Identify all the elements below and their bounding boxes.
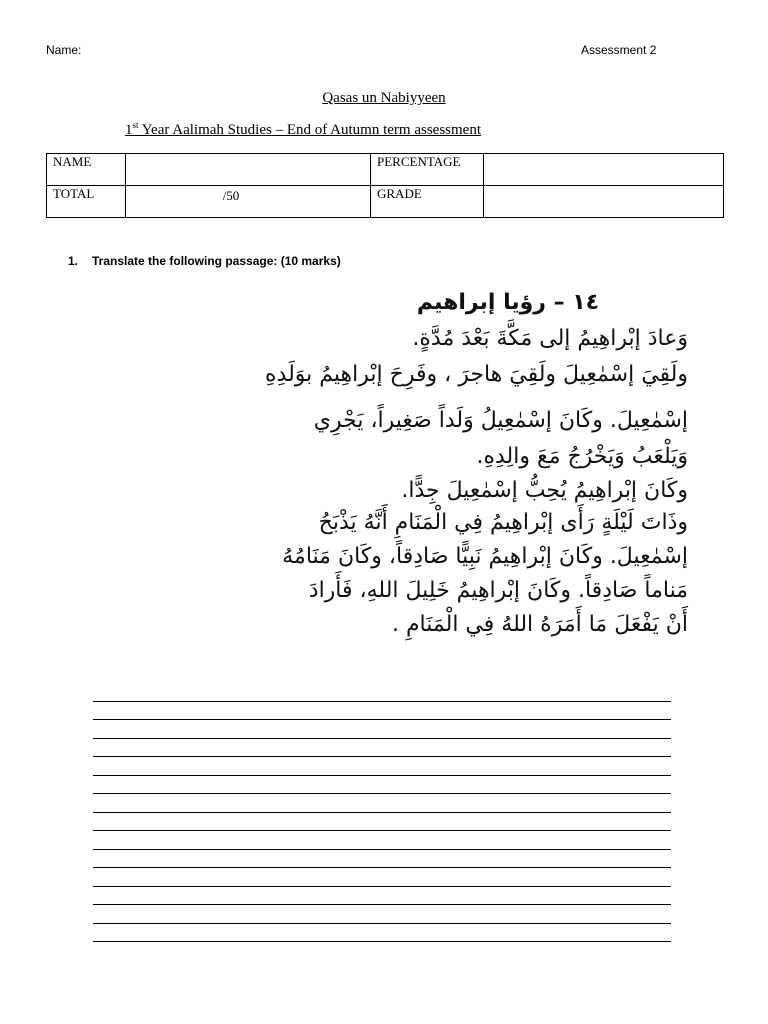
name-value-field[interactable] [126,154,371,186]
year-suffix: st [132,120,139,130]
subtitle-rest: Year Aalimah Studies – End of Autumn term assessment [138,122,481,138]
passage-line: إسْمٰعِيلَ. وكَانَ إبْراهِيمُ نَبِيًّا صَادِقاً، وكَانَ مَنَامُهُ [282,544,688,569]
passage-line: ولَقِيَ إسْمٰعِيلَ ولَقِيَ هاجرَ ، وفَرِحَ إبْراهِيمُ بوَلَدِهِ [265,362,688,387]
answer-line[interactable] [93,887,671,906]
passage-line: وذَاتَ لَيْلَةٍ رَأَى إبْراهِيمُ فِي الْمَنَامِ أَنَّهُ يَذْبَحُ [318,510,688,535]
passage-line: إسْمٰعِيلَ. وكَانَ إسْمٰعِيلُ وَلَداً صَغِيراً، يَجْرِي [313,408,688,433]
answer-line[interactable] [93,702,671,721]
total-value: /50 [222,188,240,203]
answer-line[interactable] [93,739,671,758]
answer-line[interactable] [93,794,671,813]
percentage-value-field[interactable] [484,154,724,186]
question-1 [68,254,341,268]
passage-line: وَيَلْعَبُ وَيَخْرُجُ مَعَ والِدِهِ. [476,444,688,469]
table-row [47,186,724,218]
passage-line: وَعادَ إبْراهِيمُ إلى مَكَّةَ بَعْدَ مُدَّةٍ. [412,326,688,351]
year-number: 1 [125,122,133,138]
question-text: Translate the following passage: (10 marks) [92,254,341,268]
page-subtitle [125,122,481,139]
passage-line: أَنْ يَفْعَلَ مَا أَمَرَهُ اللهُ فِي الْمَنَامِ . [391,612,688,637]
answer-line[interactable] [93,868,671,887]
name-cell-label: NAME [47,154,126,186]
passage-title: ١٤ – رؤيا إبراهيم [416,290,600,315]
answer-line[interactable] [93,720,671,739]
answer-line[interactable] [93,813,671,832]
answer-line[interactable] [93,683,671,702]
total-value-field[interactable] [126,186,371,218]
percentage-cell-label: PERCENTAGE [371,154,484,186]
answer-line[interactable] [93,776,671,795]
answer-line[interactable] [93,757,671,776]
arabic-passage [265,284,688,646]
answer-line[interactable] [93,831,671,850]
assessment-label: Assessment 2 [581,43,657,57]
student-info-table [46,153,724,218]
name-label: Name: [46,43,82,57]
page-title: Qasas un Nabiyyeen [322,90,446,106]
table-row [47,154,724,186]
answer-line[interactable] [93,924,671,943]
answer-area[interactable] [93,683,671,942]
passage-line: وكَانَ إبْراهِيمُ يُحِبُّ إسْمٰعِيلَ جِدًّا. [401,478,688,503]
total-cell-label: TOTAL [47,186,126,218]
answer-line[interactable] [93,850,671,869]
passage-line: مَناماً صَادِقاً. وكَانَ إبْراهِيمُ خَلِيلَ اللهِ، فَأَرادَ [308,578,688,603]
grade-cell-label: GRADE [371,186,484,218]
grade-value-field[interactable] [484,186,724,218]
answer-line[interactable] [93,905,671,924]
question-number: 1. [68,254,79,268]
